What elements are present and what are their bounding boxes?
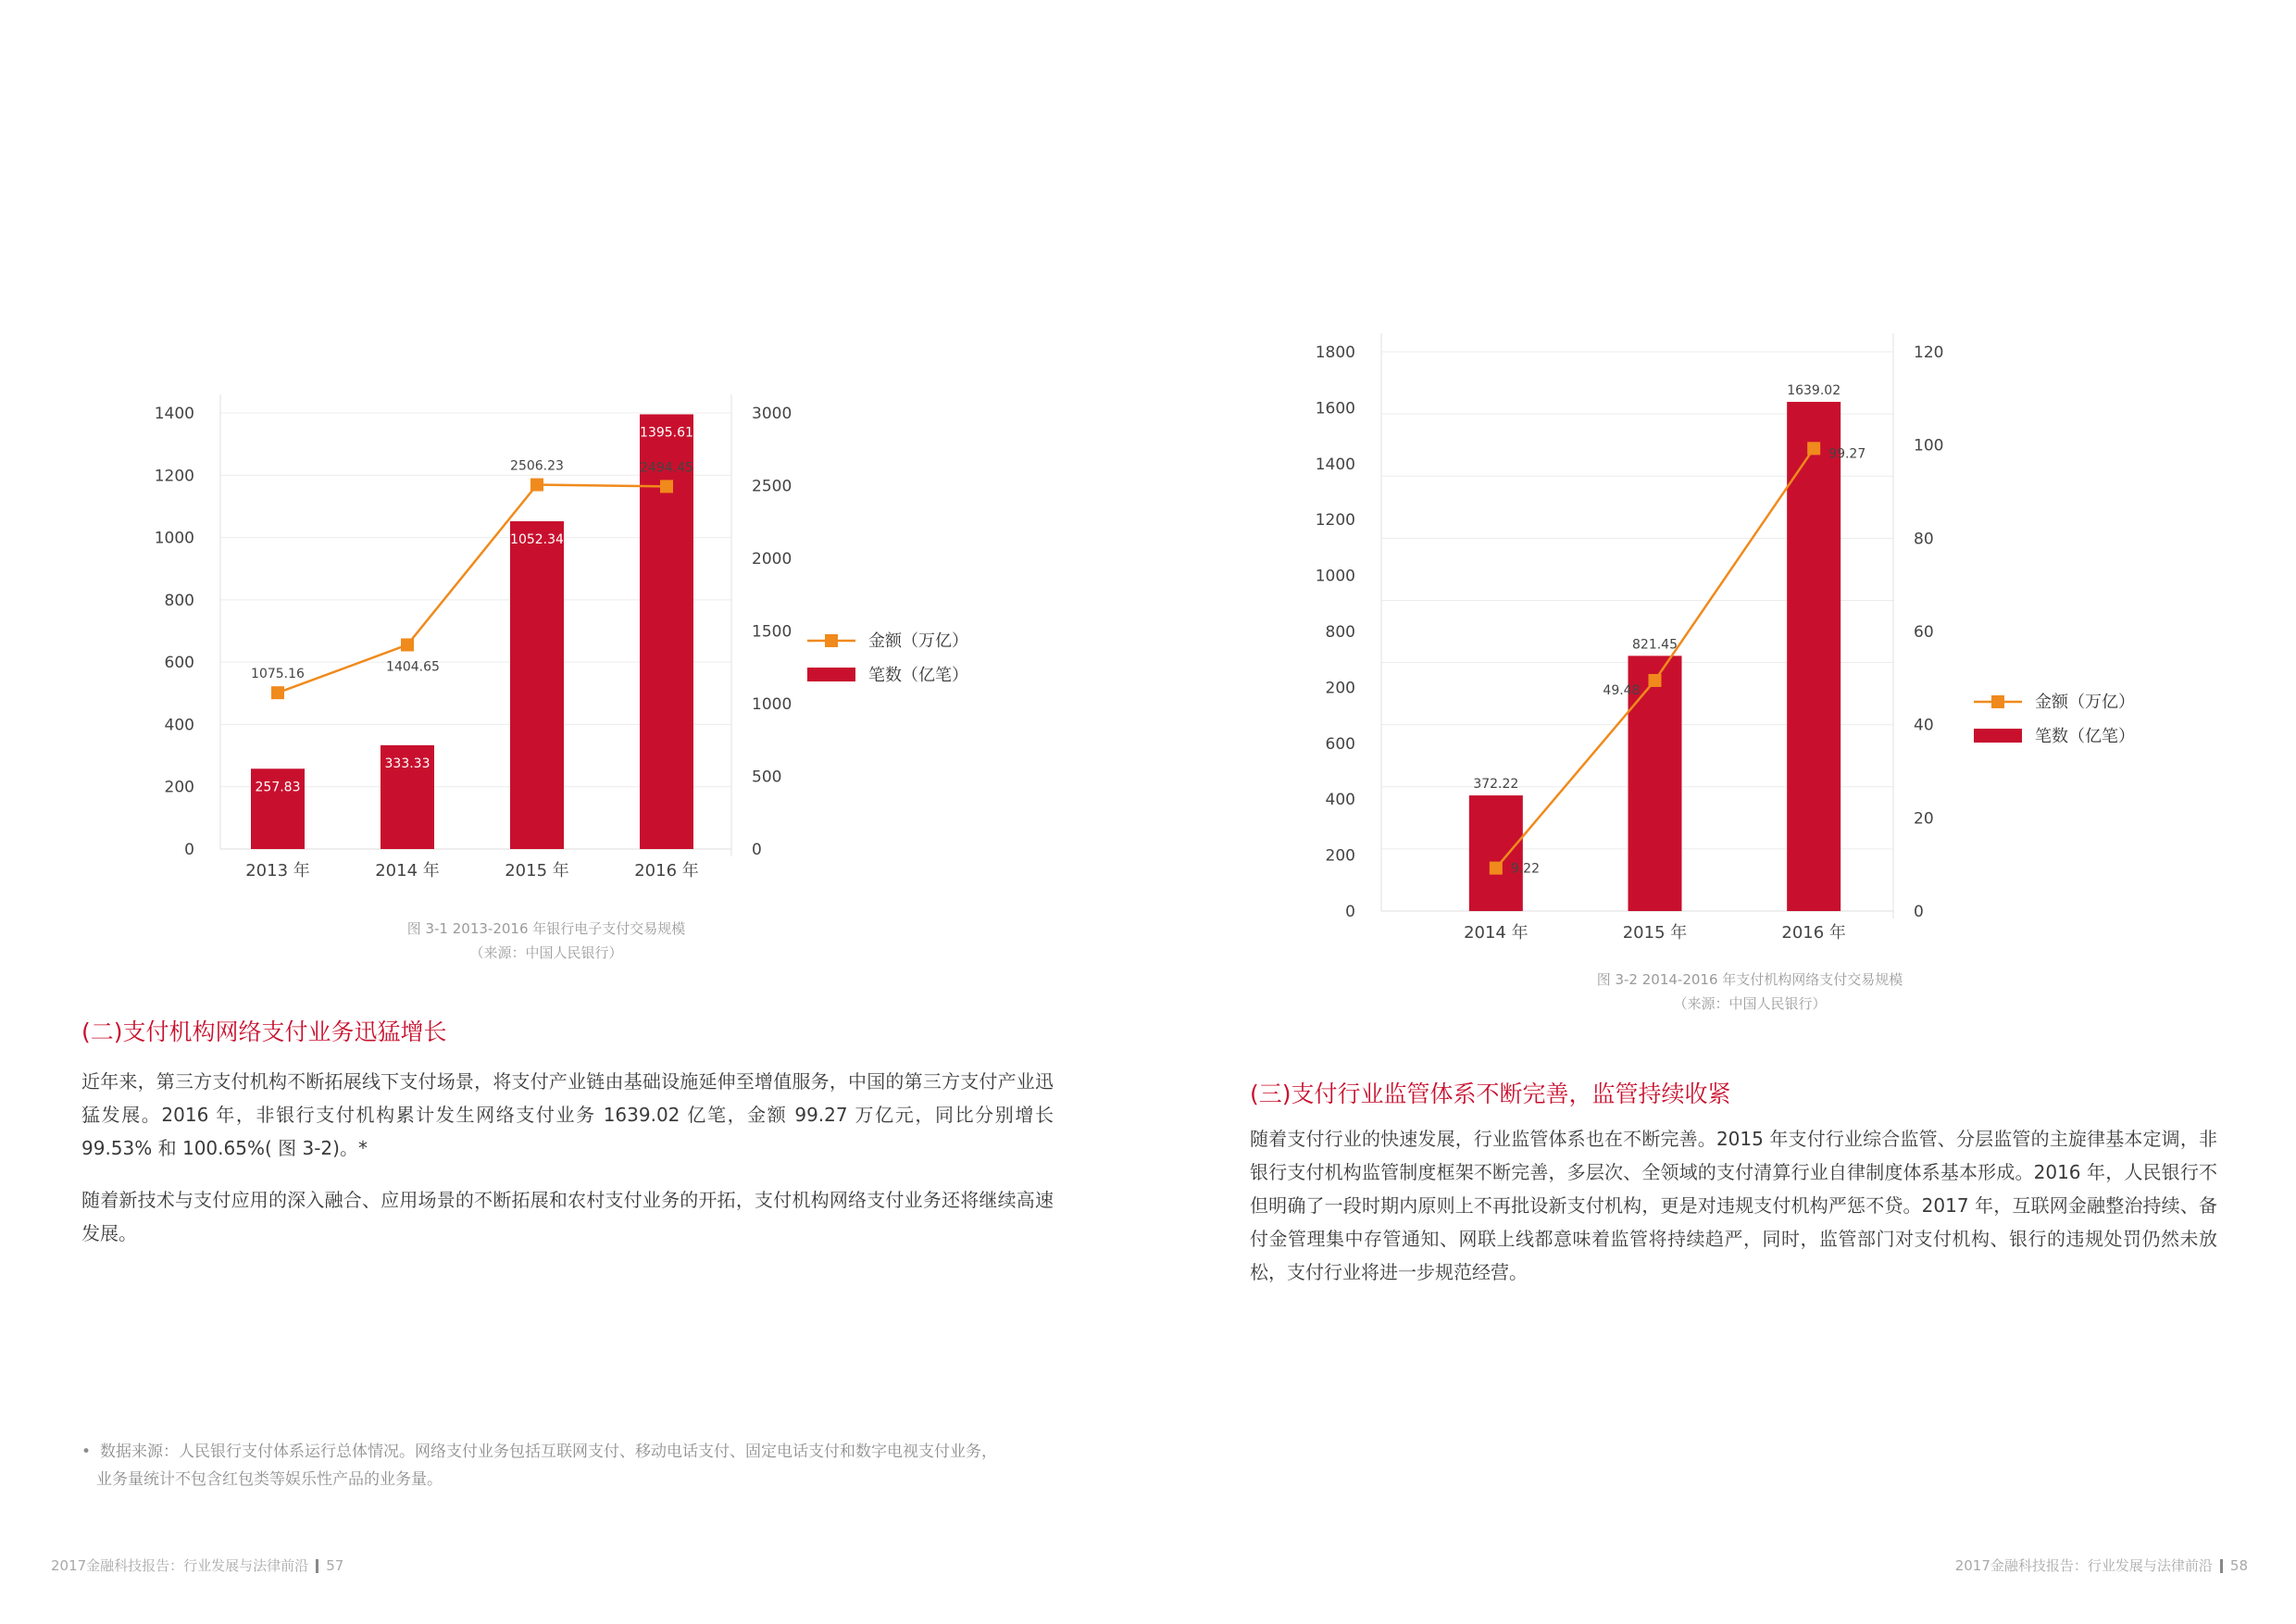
c2-line-label: 49.48: [1603, 682, 1641, 698]
c1-line-point: [271, 686, 284, 699]
chart-3-2-caption: [1555, 968, 1944, 1016]
c1-y-right-tick: 2500: [752, 477, 792, 496]
footnote: [81, 1438, 1100, 1493]
chart-3-1-caption-source: （来源：中国人民银行）: [469, 944, 623, 961]
c1-x-tick: 2016 年: [634, 861, 699, 881]
footnote-bullet: •: [81, 1443, 92, 1461]
c1-x-tick: 2014 年: [375, 861, 440, 881]
c2-legend-bar-swatch: [1974, 729, 2022, 743]
right-body: [1250, 1122, 2217, 1289]
c1-y-left-tick: 600: [164, 654, 194, 673]
c1-y-right-tick: 3000: [752, 405, 792, 423]
c1-y-left-tick: 800: [164, 591, 194, 610]
c2-legend-line-label: 金额（万亿）: [2035, 693, 2135, 712]
c2-y-left-tick: 1600: [1315, 399, 1355, 418]
c1-legend-bar-label: 笔数（亿笔）: [868, 666, 968, 685]
c2-bar: [1787, 402, 1841, 911]
c1-legend-bar-swatch: [807, 668, 855, 681]
c2-y-right-tick: 0: [1914, 903, 1924, 921]
c2-x-tick: 2014 年: [1464, 923, 1529, 943]
c2-y-right-tick: 100: [1914, 436, 1944, 456]
footnote-line-2: 业务量统计不包含红包类等娱乐性产品的业务量。: [96, 1470, 443, 1489]
c1-y-left-tick: 400: [164, 716, 194, 735]
c1-line-label: 2506.23: [510, 458, 564, 474]
c1-bar-label: 257.83: [255, 780, 301, 795]
c2-y-right-tick: 80: [1914, 530, 1934, 549]
c2-bar-label: 1639.02: [1787, 383, 1841, 399]
c1-y-left-tick: 1200: [154, 467, 194, 486]
section-title-3: (三)支付行业监管体系不断完善，监管持续收紧: [1250, 1081, 1731, 1107]
c2-y-left-tick: 1400: [1315, 455, 1355, 474]
c1-bar: [510, 521, 564, 849]
c1-y-left-tick: 0: [184, 841, 194, 859]
c1-y-right-tick: 500: [752, 768, 782, 787]
c1-bar: [640, 414, 693, 849]
c1-y-right-tick: 1000: [752, 695, 792, 714]
c1-x-tick: 2013 年: [245, 861, 310, 881]
c2-y-left-tick: 200: [1325, 846, 1355, 866]
c1-y-right-tick: 1500: [752, 622, 792, 642]
c2-y-left-tick: 400: [1325, 791, 1355, 810]
c2-y-left-tick: 600: [1325, 734, 1355, 754]
c2-y-right-tick: 60: [1914, 623, 1934, 642]
c1-line-label: 1404.65: [386, 659, 440, 675]
chart-3-1-caption-title: 图 3-1 2013-2016 年银行电子支付交易规模: [406, 920, 686, 937]
c2-line-point: [1490, 862, 1503, 875]
footer-title: 2017金融科技报告：行业发展与法律前沿: [51, 1557, 309, 1574]
page-footer-right: [1955, 1555, 2248, 1575]
c1-y-right-tick: 2000: [752, 550, 792, 568]
chart-3-2-caption-source: （来源：中国人民银行）: [1673, 995, 1827, 1012]
left-paragraph-1: 近年来，第三方支付机构不断拓展线下支付场景，将支付产业链由基础设施延伸至增值服务，中国的第三方支付产业迅猛发展。2016 年，非银行支付机构累计发生网络支付业务 1639.02 亿笔，金额 99.27 万亿元，同比分别增长 99.53% 和 100.65%( 图 3-2)。*: [81, 1070, 1054, 1159]
c2-line-label: 9.22: [1510, 861, 1541, 877]
page-number: 57: [326, 1557, 344, 1574]
c2-y-right-tick: 20: [1914, 809, 1934, 829]
c1-legend-line-marker: [825, 634, 838, 647]
page-number: 58: [2229, 1557, 2248, 1574]
footer-title: 2017金融科技报告：行业发展与法律前沿: [1954, 1557, 2213, 1574]
chart-3-2: [1296, 333, 2176, 963]
c1-line-point: [660, 480, 673, 493]
c2-line-point: [1649, 674, 1662, 687]
c2-y-right-tick: 120: [1914, 344, 1944, 362]
c1-y-right-tick: 0: [752, 841, 762, 859]
footnote-line-1: • 数据来源：人民银行支付体系运行总体情况。网络支付业务包括互联网支付、移动电话支付、固定电话支付和数字电视支付业务，: [81, 1443, 998, 1461]
left-paragraph-2: 随着新技术与支付应用的深入融合、应用场景的不断拓展和农村支付业务的开拓，支付机构网络支付业务还将继续高速发展。: [81, 1189, 1054, 1244]
c2-y-right-tick: 40: [1914, 716, 1934, 735]
c1-y-left-tick: 200: [164, 778, 194, 797]
c1-bar-label: 1395.61: [640, 425, 693, 441]
c2-bar: [1469, 795, 1523, 911]
c2-y-left-tick: 800: [1325, 623, 1355, 642]
footer-divider: [316, 1559, 318, 1573]
c2-legend-bar-label: 笔数（亿笔）: [2035, 727, 2135, 746]
section-title-2: (二)支付机构网络支付业务迅猛增长: [81, 1018, 447, 1045]
c1-bar-label: 1052.34: [510, 531, 564, 547]
c2-x-tick: 2016 年: [1781, 923, 1846, 943]
c1-x-tick: 2015 年: [505, 861, 569, 881]
right-paragraph-1: 随着支付行业的快速发展，行业监管体系也在不断完善。2015 年支付行业综合监管、分层监管的主旋律基本定调，非银行支付机构监管制度框架不断完善，多层次、全领域的支付清算行业自律制度体系基本形成。2016 年，人民银行不但明确了一段时期内原则上不再批设新支付机构，更是对违规支付机构严惩不贷。2017 年，互联网金融整治持续、备付金管理集中存管通知、网联上线都意味着监管将持续趋严，同时，监管部门对支付机构、银行的违规处罚仍然未放松，支付行业将进一步规范经营。: [1250, 1128, 2217, 1283]
c2-bar-label: 821.45: [1632, 637, 1678, 653]
left-body: [81, 1065, 1054, 1250]
c2-y-left-tick: 1200: [1315, 511, 1355, 531]
c2-y-left-tick: 1800: [1315, 344, 1355, 362]
footer-divider: [2220, 1559, 2223, 1573]
c1-line-point: [401, 638, 414, 651]
c2-line-point: [1807, 442, 1820, 455]
chart-3-1: [139, 370, 991, 898]
c1-y-left-tick: 1000: [154, 529, 194, 548]
c1-line-label: 2494.45: [640, 460, 693, 476]
c2-y-left-tick: 1000: [1315, 567, 1355, 586]
c1-legend-line-label: 金额（万亿）: [868, 631, 968, 651]
c2-y-left-tick: 0: [1345, 903, 1355, 921]
c1-line-label: 1075.16: [251, 667, 305, 682]
c2-y-left-tick: 200: [1325, 679, 1355, 698]
page-footer-left: [51, 1555, 343, 1575]
c2-bar-label: 372.22: [1473, 777, 1519, 793]
c1-line-point: [530, 479, 543, 492]
c2-x-tick: 2015 年: [1622, 923, 1688, 943]
c1-line: [278, 485, 667, 693]
c1-bar-label: 333.33: [384, 756, 430, 771]
c2-line-label: 99.27: [1828, 446, 1866, 462]
c2-legend-line-marker: [1991, 695, 2004, 708]
chart-3-1-caption: [352, 917, 741, 965]
chart-3-2-caption-title: 图 3-2 2014-2016 年支付机构网络支付交易规模: [1596, 971, 1903, 988]
c1-y-left-tick: 1400: [154, 405, 194, 423]
